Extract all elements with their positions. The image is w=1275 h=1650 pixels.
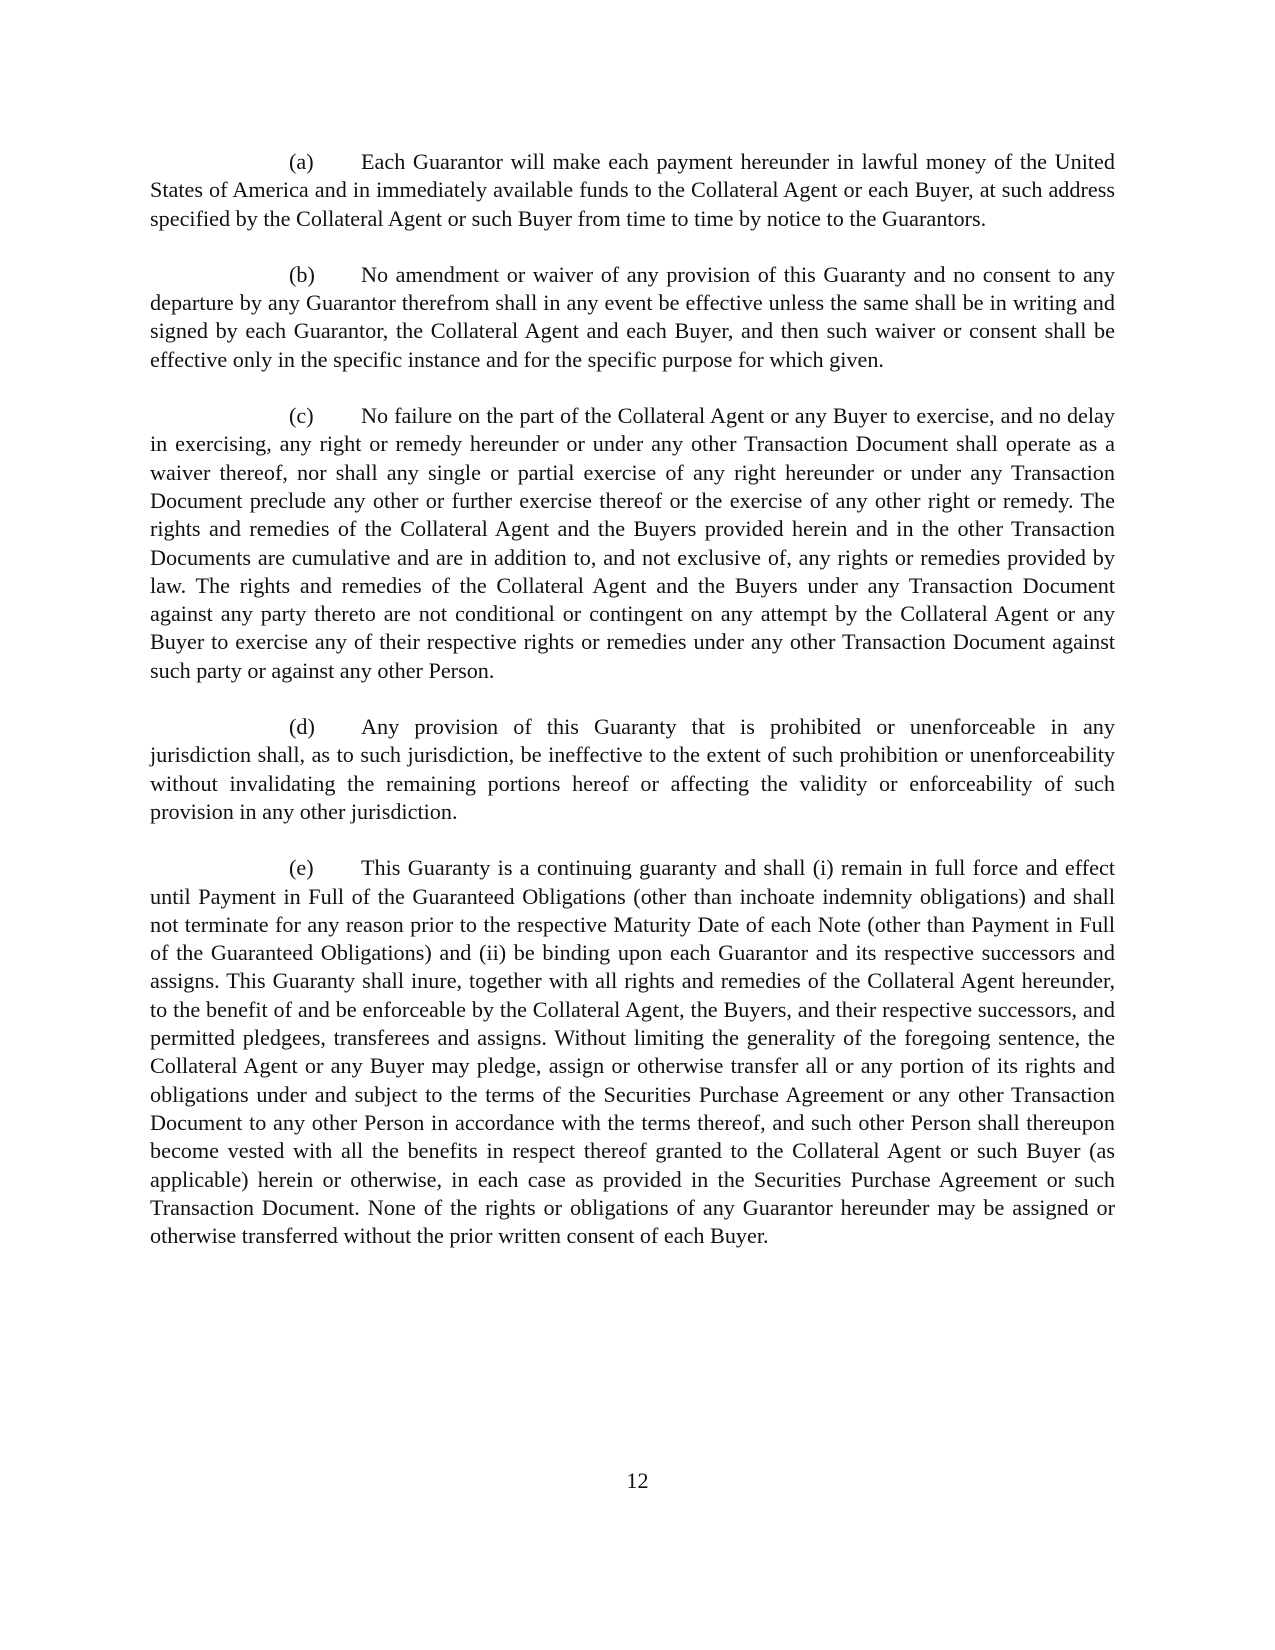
paragraph-text: No failure on the part of the Collateral Agent or any Buyer to exercise, and no delay in exercising, any right or remedy hereunder or under any other Transaction Document shall operate as a waiver thereof, nor shall any single or partial exercise of any right hereunder or under any Transaction Document preclude any other or further exercise thereof or the exercise of any other right or remedy. The rights and remedies of the Collateral Agent and the Buyers provided herein and in the other Transaction Documents are cumulative and are in addition to, and not exclusive of, any rights or remedies provided by law. The rights and remedies of the Collateral Agent and the Buyers under any Transaction Document against any party thereto are not conditional or contingent on any attempt by the Collateral Agent or any Buyer to exercise any of their respective rights or remedies under any other Transaction Document against such party or against any other Person. [150,403,1115,683]
paragraph-text: Each Guarantor will make each payment hereunder in lawful money of the United States of America and in immediately available funds to the Collateral Agent or each Buyer, at such address specified by the Collateral Agent or such Buyer from time to time by notice to the Guarantors. [150,149,1115,231]
paragraph-c [150,402,1115,685]
paragraph-text: This Guaranty is a continuing guaranty and shall (i) remain in full force and effect until Payment in Full of the Guaranteed Obligations (other than inchoate indemnity obligations) and shall not terminate for any reason prior to the respective Maturity Date of each Note (other than Payment in Full of the Guaranteed Obligations) and (ii) be binding upon each Guarantor and its respective successors and assigns. This Guaranty shall inure, together with all rights and remedies of the Collateral Agent hereunder, to the benefit of and be enforceable by the Collateral Agent, the Buyers, and their respective successors, and permitted pledgees, transferees and assigns. Without limiting the generality of the foregoing sentence, the Collateral Agent or any Buyer may pledge, assign or otherwise transfer all or any portion of its rights and obligations under and subject to the terms of the Securities Purchase Agreement or any other Transaction Document to any other Person in accordance with the terms thereof, and such other Person shall thereupon become vested with all the benefits in respect thereof granted to the Collateral Agent or such Buyer (as applicable) herein or otherwise, in each case as provided in the Securities Purchase Agreement or such Transaction Document. None of the rights or obligations of any Guarantor hereunder may be assigned or otherwise transferred without the prior written consent of each Buyer. [150,855,1115,1249]
paragraph-label: (d) [289,714,315,740]
paragraph-text: No amendment or waiver of any provision of this Guaranty and no consent to any departure by any Guarantor therefrom shall in any event be effective unless the same shall be in writing and signed by each Guarantor, the Collateral Agent and each Buyer, and then such waiver or consent shall be effective only in the specific instance and for the specific purpose for which given. [150,261,1115,372]
paragraph-d [150,713,1115,826]
paragraph-label: (b) [289,261,315,287]
paragraph-label: (a) [289,149,314,174]
paragraph-label: (e) [289,855,314,881]
document-body [150,148,1115,1278]
paragraph-text: Any provision of this Guaranty that is prohibited or unenforceable in any jurisdiction shall, as to such jurisdiction, be ineffective to the extent of such prohibition or unenforceability without invalidating the remaining portions hereof or affecting the validity or enforceability of such provision in any other jurisdiction. [150,714,1115,824]
paragraph-e [150,854,1115,1250]
paragraph-b [150,261,1115,374]
page-number: 12 [626,1468,649,1493]
paragraph-label: (c) [289,403,314,429]
paragraph-a [150,148,1115,233]
